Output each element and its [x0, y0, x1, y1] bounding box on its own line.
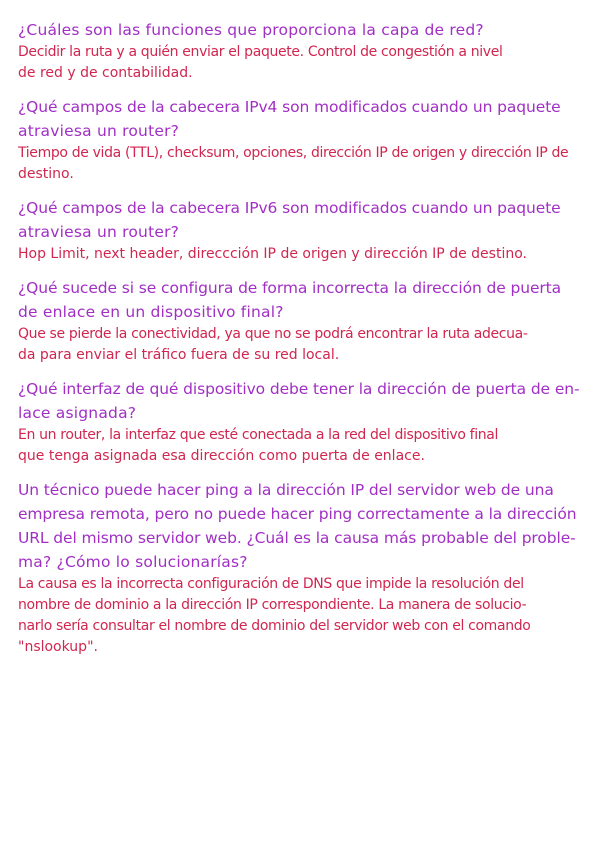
answer-line: nombre de dominio a la dirección IP correspondiente. La manera de solucio-: [18, 597, 527, 613]
question: [18, 95, 588, 143]
question-line: de enlace en un dispositivo final?: [18, 303, 284, 321]
question-line: lace asignada?: [18, 404, 137, 422]
answer-line: Decidir la ruta y a quién enviar el paquete. Control de congestión a nivel: [18, 44, 503, 60]
answer: [18, 425, 588, 467]
question-line: URL del mismo servidor web. ¿Cuál es la causa más probable del proble-: [18, 529, 576, 547]
qa-item: [18, 196, 588, 265]
answer: [18, 574, 588, 658]
question-line: ¿Qué interfaz de qué dispositivo debe tener la dirección de puerta de en-: [18, 380, 580, 398]
answer-line: Tiempo de vida (TTL), checksum, opciones, dirección IP de origen y dirección IP de: [18, 145, 569, 161]
qa-item: [18, 478, 588, 658]
question: [18, 377, 588, 425]
question: [18, 18, 588, 42]
question-line: ma? ¿Cómo lo solucionarías?: [18, 553, 248, 571]
qa-item: [18, 377, 588, 467]
question: [18, 276, 588, 324]
qa-item: [18, 18, 588, 84]
answer-line: narlo sería consultar el nombre de dominio del servidor web con el comando: [18, 618, 531, 634]
answer-line: En un router, la interfaz que esté conectada a la red del dispositivo final: [18, 427, 499, 443]
answer-line: que tenga asignada esa dirección como puerta de enlace.: [18, 448, 425, 464]
question-line: ¿Qué campos de la cabecera IPv4 son modificados cuando un paquete: [18, 98, 561, 116]
question-line: ¿Qué campos de la cabecera IPv6 son modificados cuando un paquete: [18, 199, 561, 217]
question-line: atraviesa un router?: [18, 223, 180, 241]
question-line: ¿Qué sucede si se configura de forma incorrecta la dirección de puerta: [18, 279, 562, 297]
question: [18, 478, 588, 574]
answer-line: La causa es la incorrecta configuración de DNS que impide la resolución del: [18, 576, 524, 592]
answer-line: da para enviar el tráfico fuera de su red local.: [18, 347, 340, 363]
question-line: empresa remota, pero no puede hacer ping correctamente a la dirección: [18, 505, 577, 523]
question-line: atraviesa un router?: [18, 122, 180, 140]
answer-line: Que se pierde la conectividad, ya que no se podrá encontrar la ruta adecua-: [18, 326, 528, 342]
answer: [18, 42, 588, 84]
answer-line: "nslookup".: [18, 639, 98, 655]
answer-line: destino.: [18, 166, 74, 182]
question: [18, 196, 588, 244]
qa-item: [18, 95, 588, 185]
question-line: Un técnico puede hacer ping a la dirección IP del servidor web de una: [18, 481, 554, 499]
answer-line: Hop Limit, next header, direccción IP de origen y dirección IP de destino.: [18, 246, 527, 262]
question-line: ¿Cuáles son las funciones que proporciona la capa de red?: [18, 21, 484, 39]
answer: [18, 324, 588, 366]
answer-line: de red y de contabilidad.: [18, 65, 193, 81]
answer: [18, 244, 588, 265]
qa-item: [18, 276, 588, 366]
answer: [18, 143, 588, 185]
